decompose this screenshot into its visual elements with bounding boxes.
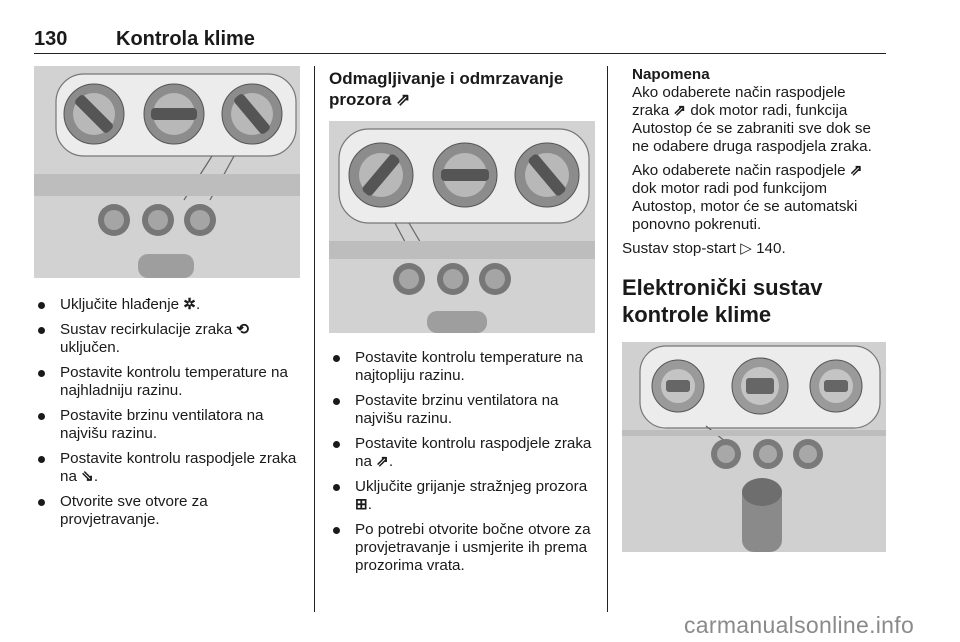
air-distribution-icon: ⇘ <box>81 468 94 485</box>
page-number: 130 <box>34 28 68 50</box>
list-item: Otvorite sve otvore za provjetravanje. <box>34 493 300 529</box>
column-divider <box>314 66 315 612</box>
chapter-title: Kontrola klime <box>116 28 255 50</box>
manual-climate-control-illustration-cooling <box>34 66 300 278</box>
list-item: Po potrebi otvorite bočne otvore za provjetravanje i usmjerite ih prema prozorima vrata. <box>329 521 595 575</box>
list-item: Postavite kontrolu temperature na najhladniju razinu. <box>34 364 300 400</box>
column-2 <box>329 66 595 582</box>
section-heading-electronic-climate: Elektronički sustav kontrole klime <box>622 275 823 327</box>
list-item: Postavite kontrolu raspodjele zraka na ⇗. <box>329 435 595 471</box>
windscreen-defrost-icon: ⇗ <box>849 162 863 179</box>
windscreen-defrost-icon: ⇗ <box>396 90 411 109</box>
list-item: Uključite hlađenje ✲. <box>34 296 300 314</box>
page-header <box>34 26 886 54</box>
windscreen-defrost-icon: ⇗ <box>673 102 687 119</box>
list-item: Postavite brzinu ventilatora na najvišu razinu. <box>329 392 595 428</box>
cooling-steps-list <box>34 296 300 529</box>
watermark: carmanualsonline.info <box>684 612 915 638</box>
defrost-steps-list <box>329 349 595 575</box>
list-item: Postavite kontrolu temperature na najtopliju razinu. <box>329 349 595 385</box>
page-reference-arrow-icon: ▷ <box>740 240 752 257</box>
list-item: Sustav recirkulacije zraka ⟲ uključen. <box>34 321 300 357</box>
list-item: Uključite grijanje stražnjeg prozora ⊞. <box>329 478 595 514</box>
section-heading-defrost: Odmagljivanje i odmrzavanje prozora ⇗ <box>329 69 564 109</box>
manual-climate-control-illustration-defrost <box>329 121 595 333</box>
stop-start-reference: Sustav stop-start ▷ 140. <box>622 240 786 257</box>
column-3 <box>622 66 886 552</box>
list-item: Postavite kontrolu raspodjele zraka na ⇘. <box>34 450 300 486</box>
column-1 <box>34 66 300 536</box>
recirculation-icon: ⟲ <box>236 321 250 338</box>
note-paragraph: Ako odaberete način raspodjele ⇗ dok motor radi pod funkcijom Autostop, motor će se automatski ponovno pokrenuti. <box>632 162 863 233</box>
electronic-climate-control-illustration <box>622 342 886 552</box>
snowflake-icon: ✲ <box>183 296 197 313</box>
windscreen-defrost-icon: ⇗ <box>376 453 389 470</box>
column-divider <box>607 66 608 612</box>
list-item: Postavite brzinu ventilatora na najvišu razinu. <box>34 407 300 443</box>
note-box <box>622 66 886 234</box>
page-reference-link[interactable]: 140. <box>756 240 786 257</box>
note-title: Napomena <box>632 66 710 83</box>
rear-window-heating-icon: ⊞ <box>355 496 368 513</box>
note-paragraph: Ako odaberete način raspodjele zraka ⇗ dok motor radi, funkcija Autostop će se zabraniti sve dok se ne odabere druga raspodjela zraka. <box>632 84 872 155</box>
